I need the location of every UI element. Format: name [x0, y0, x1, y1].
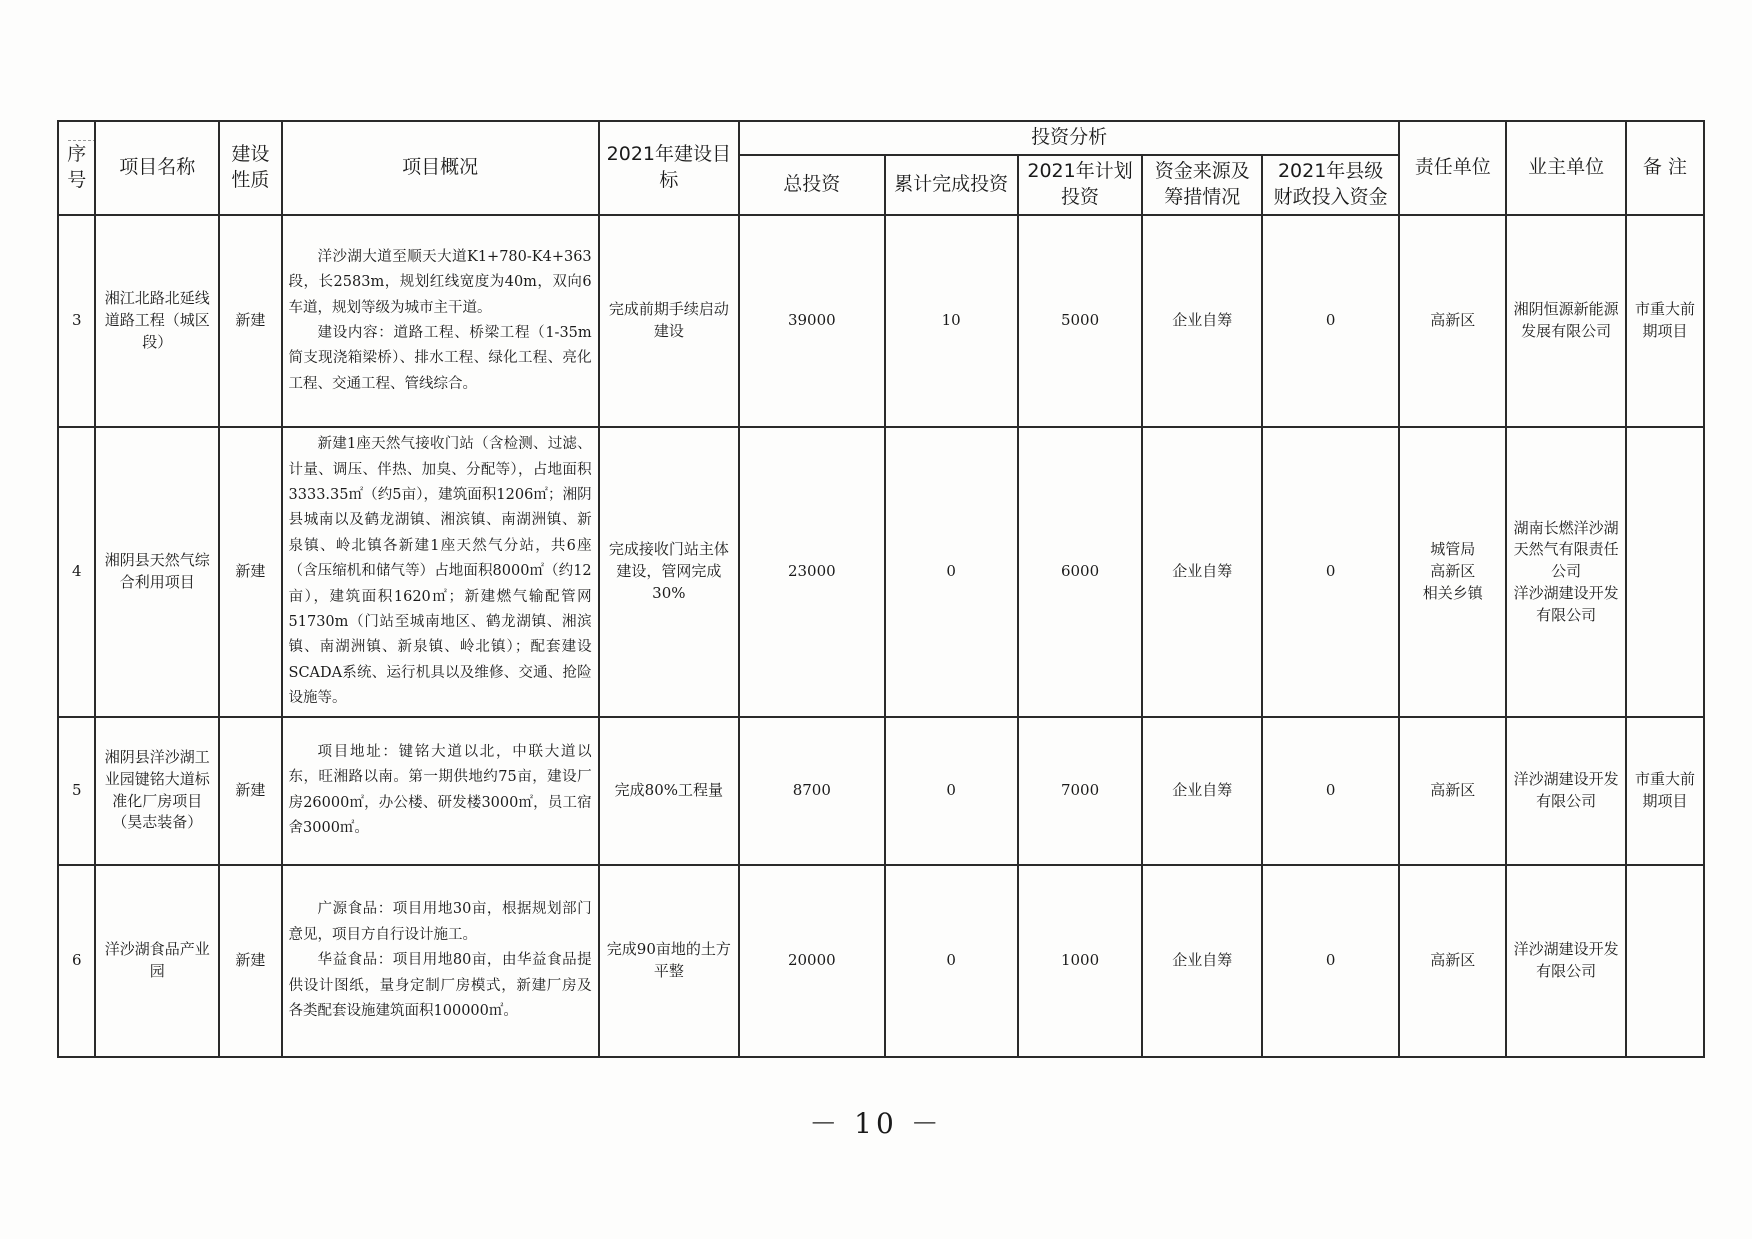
row-nature: 新建 [219, 865, 281, 1057]
row-nature: 新建 [219, 427, 281, 716]
project-table [57, 120, 1705, 1058]
row-target: 完成前期手续启动建设 [599, 215, 739, 427]
header-investment-group: 投资分析 [739, 121, 1399, 155]
row-project-name: 湘江北路北延线道路工程（城区段） [95, 215, 219, 427]
overview-paragraph: 洋沙湖大道至顺天大道K1+780-K4+363段，长2583m，规划红线宽度为40m，双向6车道，规划等级为城市主干道。 [288, 248, 592, 316]
owner-line: 湖南长燃洋沙湖天然气有限责任公司 [1513, 518, 1619, 581]
row-remark [1626, 865, 1704, 1057]
row-source: 企业自筹 [1142, 865, 1262, 1057]
row-county-fund: 0 [1262, 427, 1399, 716]
overview-paragraph: 建设内容：道路工程、桥梁工程（1-35m简支现浇箱梁桥）、排水工程、绿化工程、亮化工程、交通工程、管线综合。 [288, 325, 592, 392]
page-number: － 10 － [809, 1107, 943, 1140]
row-total: 23000 [739, 427, 885, 716]
row-overview [282, 865, 599, 1057]
row-owner: 洋沙湖建设开发有限公司 [1506, 717, 1626, 865]
row-project-name: 湘阴县洋沙湖工业园键铭大道标准化厂房项目（昊志装备） [95, 717, 219, 865]
row-overview [282, 717, 599, 865]
overview-paragraph: 广源食品：项目用地30亩，根据规划部门意见，项目方自行设计施工。 [288, 901, 592, 943]
row-total: 8700 [739, 717, 885, 865]
row-responsible: 高新区 [1399, 865, 1506, 1057]
row-cumulative: 0 [885, 717, 1018, 865]
table-row [58, 215, 1704, 427]
row-seq: 4 [58, 427, 95, 716]
overview-paragraph: 新建1座天然气接收门站（含检测、过滤、计量、调压、伴热、加臭、分配等），占地面积3333.35㎡（约5亩），建筑面积1206㎡；湘阴县城南以及鹤龙湖镇、湘滨镇、南湖洲镇、新泉镇、岭北镇各新建1座天然气分站，共6座（含压缩机和储气等）占地面积8000㎡（约12亩），建筑面积1620㎡；新建燃气输配管网51730m（门站至城南地区、鹤龙湖镇、湘滨镇、南湖洲镇、新泉镇、岭北镇）；配套建设SCADA系统、运行机具以及维修、交通、抢险设施等。 [288, 436, 592, 707]
owner-line: 洋沙湖建设开发有限公司 [1513, 583, 1619, 624]
header-overview: 项目概况 [282, 121, 599, 215]
header-target: 2021年建设目标 [599, 121, 739, 215]
header-owner: 业主单位 [1506, 121, 1626, 215]
table-header [58, 121, 1704, 215]
row-county-fund: 0 [1262, 717, 1399, 865]
overview-paragraph: 项目地址：键铭大道以北，中联大道以东，旺湘路以南。第一期供地约75亩，建设厂房26000㎡，办公楼、研发楼3000㎡，员工宿舍3000㎡。 [288, 743, 592, 837]
row-owner [1506, 427, 1626, 716]
header-nature: 建设性质 [219, 121, 281, 215]
row-cumulative: 10 [885, 215, 1018, 427]
row-overview [282, 427, 599, 716]
row-remark: 市重大前期项目 [1626, 717, 1704, 865]
row-total: 20000 [739, 865, 885, 1057]
row-source: 企业自筹 [1142, 717, 1262, 865]
row-cumulative: 0 [885, 865, 1018, 1057]
row-responsible: 高新区 [1399, 717, 1506, 865]
header-plan2021: 2021年计划投资 [1018, 155, 1143, 215]
row-remark [1626, 427, 1704, 716]
row-plan2021: 6000 [1018, 427, 1143, 716]
row-seq: 5 [58, 717, 95, 865]
row-county-fund: 0 [1262, 865, 1399, 1057]
header-total: 总投资 [739, 155, 885, 215]
row-owner: 湘阴恒源新能源发展有限公司 [1506, 215, 1626, 427]
row-responsible: 高新区 [1399, 215, 1506, 427]
row-plan2021: 5000 [1018, 215, 1143, 427]
header-name: 项目名称 [95, 121, 219, 215]
row-total: 39000 [739, 215, 885, 427]
row-seq: 3 [58, 215, 95, 427]
table-row [58, 717, 1704, 865]
row-source: 企业自筹 [1142, 215, 1262, 427]
header-remark: 备 注 [1626, 121, 1704, 215]
header-county-fund: 2021年县级财政投入资金 [1262, 155, 1399, 215]
responsible-line: 相关乡镇 [1422, 583, 1483, 602]
row-owner: 洋沙湖建设开发有限公司 [1506, 865, 1626, 1057]
row-target: 完成接收门站主体建设，管网完成30% [599, 427, 739, 716]
row-target: 完成90亩地的土方平整 [599, 865, 739, 1057]
row-responsible [1399, 427, 1506, 716]
overview-paragraph: 华益食品：项目用地80亩，由华益食品提供设计图纸，量身定制厂房模式，新建厂房及各类配套设施建筑面积100000㎡。 [288, 952, 592, 1019]
table-row [58, 865, 1704, 1057]
row-plan2021: 7000 [1018, 717, 1143, 865]
row-project-name: 湘阴县天然气综合利用项目 [95, 427, 219, 716]
row-target: 完成80%工程量 [599, 717, 739, 865]
row-project-name: 洋沙湖食品产业园 [95, 865, 219, 1057]
header-source: 资金来源及筹措情况 [1142, 155, 1262, 215]
header-seq: 序号 [58, 121, 95, 215]
row-nature: 新建 [219, 215, 281, 427]
responsible-line: 高新区 [1430, 562, 1476, 581]
responsible-line: 城管局 [1430, 540, 1476, 559]
header-cumulative: 累计完成投资 [885, 155, 1018, 215]
row-nature: 新建 [219, 717, 281, 865]
row-plan2021: 1000 [1018, 865, 1143, 1057]
header-responsible: 责任单位 [1399, 121, 1506, 215]
row-county-fund: 0 [1262, 215, 1399, 427]
row-source: 企业自筹 [1142, 427, 1262, 716]
table-row [58, 427, 1704, 716]
row-remark: 市重大前期项目 [1626, 215, 1704, 427]
row-overview [282, 215, 599, 427]
row-cumulative: 0 [885, 427, 1018, 716]
row-seq: 6 [58, 865, 95, 1057]
